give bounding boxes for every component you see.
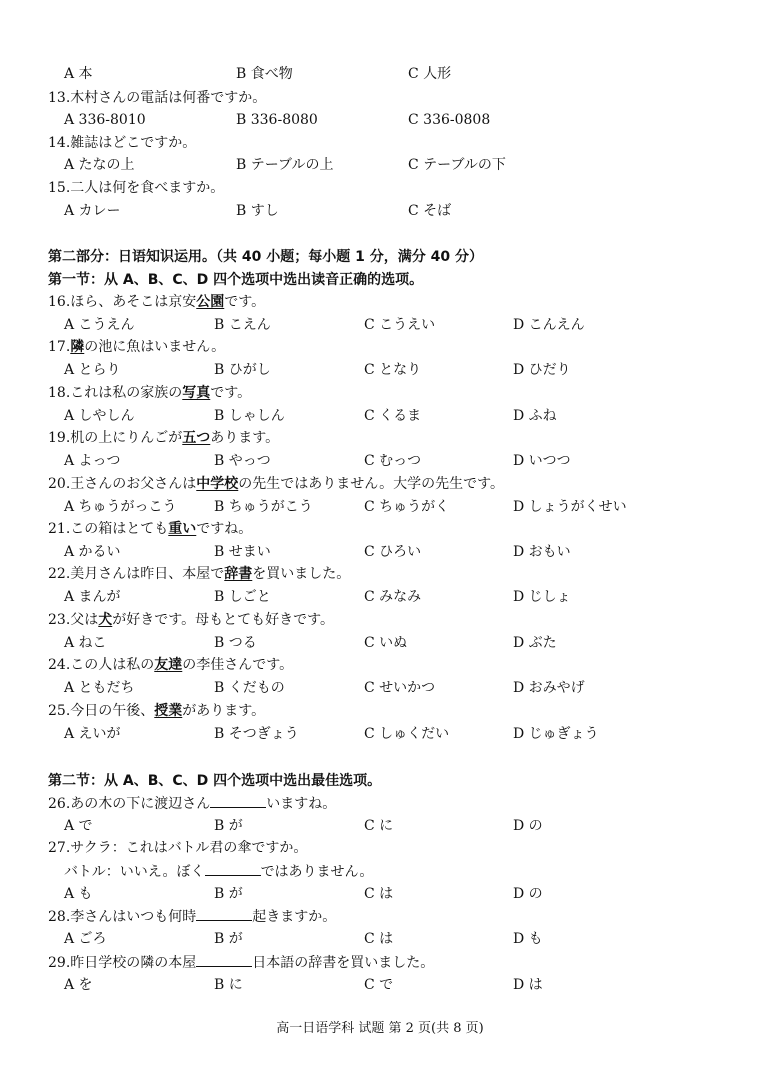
option-d: D の — [513, 818, 543, 834]
option-b: B が — [214, 818, 243, 834]
option-b: B テーブルの上 — [236, 157, 334, 173]
option-a: A カレー — [64, 203, 121, 219]
question-text-pre: 28.李さんはいつも何時 — [48, 909, 197, 925]
question-text-pre: 21.この箱はとても — [48, 521, 169, 537]
part2-heading: 第二部分：日语知识运用。（共 40 小题；每小题 1 分，满分 40 分） — [48, 249, 483, 265]
target-word: 公園 — [196, 294, 225, 310]
q28-options — [0, 929, 760, 949]
option-a: A たなの上 — [64, 157, 135, 173]
question-20 — [48, 474, 760, 494]
option-d: D いつつ — [513, 453, 571, 469]
question-text-pre: 17. — [48, 339, 71, 355]
option-a: A こうえん — [64, 317, 135, 333]
option-c: C みなみ — [364, 589, 422, 605]
question-24 — [48, 655, 760, 675]
option-b: B が — [214, 931, 243, 947]
q16-options — [0, 315, 760, 335]
q17-options — [0, 360, 760, 380]
question-text-post: です。 — [210, 385, 252, 401]
q29-options — [0, 975, 760, 995]
option-b: B つる — [214, 635, 257, 651]
option-a: A えいが — [64, 726, 121, 742]
option-c: C しゅくだい — [364, 726, 450, 742]
q25-options — [0, 724, 760, 744]
option-c: C 336-0808 — [408, 112, 491, 128]
option-b: B しゃしん — [214, 408, 285, 424]
answer-blank — [210, 793, 266, 808]
question-16 — [48, 292, 760, 312]
option-a: A ねこ — [64, 635, 107, 651]
q26-options — [0, 816, 760, 836]
question-text-pre: 25.今日の午後、 — [48, 703, 155, 719]
answer-blank — [196, 906, 252, 921]
question-text-pre: 20.王さんのお父さんは — [48, 476, 197, 492]
question-text-pre: 23.父は — [48, 612, 99, 628]
option-a: A よっつ — [64, 453, 121, 469]
option-b: B くだもの — [214, 680, 285, 696]
question-19 — [48, 428, 760, 448]
section2-heading: 第二节：从 A、B、C、D 四个选项中选出最佳选项。 — [48, 773, 382, 789]
question-26 — [48, 793, 760, 813]
q23-options — [0, 633, 760, 653]
target-word: 写真 — [182, 385, 211, 401]
target-word: 授業 — [154, 703, 183, 719]
option-c: C せいかつ — [364, 680, 436, 696]
question-13: 13.木村さんの電話は何番ですか。 — [48, 90, 267, 106]
question-text-post: があります。 — [182, 703, 266, 719]
q24-options — [0, 678, 760, 698]
question-text-pre: 22.美月さんは昨日、本屋で — [48, 566, 225, 582]
q15-options — [0, 201, 760, 221]
question-text-post: の先生ではありません。大学の先生です。 — [238, 476, 504, 492]
question-27-line1: 27.サクラ：これはバトル君の傘ですか。 — [48, 840, 308, 856]
option-b: B すし — [236, 203, 279, 219]
option-d: D こんえん — [513, 317, 585, 333]
option-c: C くるま — [364, 408, 422, 424]
question-text-pre: バトル：いいえ。ぼく — [64, 864, 205, 880]
option-d: D おみやげ — [513, 680, 585, 696]
question-text-post: あります。 — [210, 430, 280, 446]
option-d: D ふね — [513, 408, 557, 424]
target-word: 重い — [168, 521, 197, 537]
option-c: C で — [364, 977, 394, 993]
option-a: A まんが — [64, 589, 121, 605]
answer-blank — [205, 861, 261, 876]
option-a: A ごろ — [64, 931, 107, 947]
section1-heading: 第一节：从 A、B、C、D 四个选项中选出读音正确的选项。 — [48, 272, 424, 288]
option-a: A も — [64, 886, 93, 902]
option-c: C は — [364, 931, 394, 947]
option-b: B ちゅうがこう — [214, 499, 313, 515]
option-d: D ぶた — [513, 635, 557, 651]
option-d: D も — [513, 931, 543, 947]
option-a: A で — [64, 818, 93, 834]
option-c: C こうえい — [364, 317, 436, 333]
option-b: B そつぎょう — [214, 726, 299, 742]
option-b: B 食べ物 — [236, 66, 293, 82]
target-word: 犬 — [98, 612, 113, 628]
question-27-line2 — [64, 861, 760, 881]
option-d: D じゅぎょう — [513, 726, 599, 742]
option-a: A とらり — [64, 362, 121, 378]
option-b: B こえん — [214, 317, 271, 333]
q13-options — [0, 110, 760, 130]
option-a: A かるい — [64, 544, 121, 560]
answer-blank — [196, 952, 252, 967]
option-a: A 336-8010 — [64, 112, 146, 128]
option-b: B ひがし — [214, 362, 271, 378]
option-d: D ひだり — [513, 362, 571, 378]
option-a: A しやしん — [64, 408, 135, 424]
question-text-post: です。 — [224, 294, 266, 310]
question-14: 14.雑誌はどこですか。 — [48, 135, 197, 151]
option-c: C ひろい — [364, 544, 422, 560]
option-d: D じしょ — [513, 589, 571, 605]
option-a: A ともだち — [64, 680, 135, 696]
question-text-pre: 29.昨日学校の隣の本屋 — [48, 955, 197, 971]
option-b: B せまい — [214, 544, 271, 560]
option-c: C ちゅうがく — [364, 499, 450, 515]
option-d: D しょうがくせい — [513, 499, 627, 515]
target-word: 友達 — [154, 657, 183, 673]
option-c: C は — [364, 886, 394, 902]
question-23 — [48, 610, 760, 630]
option-c: C むっつ — [364, 453, 422, 469]
question-17 — [48, 337, 760, 357]
option-d: D おもい — [513, 544, 571, 560]
option-b: B やっつ — [214, 453, 271, 469]
option-a: A ちゅうがっこう — [64, 499, 177, 515]
q27-options — [0, 884, 760, 904]
question-25 — [48, 701, 760, 721]
question-text-pre: 26.あの木の下に渡辺さん — [48, 796, 211, 812]
question-text-post: ですね。 — [196, 521, 253, 537]
option-d: D の — [513, 886, 543, 902]
question-text-post: が好きです。母もとても好きです。 — [112, 612, 335, 628]
option-c: C 人形 — [408, 66, 452, 82]
question-15: 15.二人は何を食べますか。 — [48, 180, 225, 196]
question-text-post: ではありません。 — [260, 864, 374, 880]
option-c: C いぬ — [364, 635, 408, 651]
q21-options — [0, 542, 760, 562]
q22-options — [0, 587, 760, 607]
option-b: B しごと — [214, 589, 271, 605]
target-word: 辞書 — [224, 566, 253, 582]
option-a: A 本 — [64, 66, 93, 82]
option-c: C となり — [364, 362, 422, 378]
question-21 — [48, 519, 760, 539]
option-a: A を — [64, 977, 93, 993]
q12-options — [0, 64, 760, 84]
question-18 — [48, 383, 760, 403]
target-word: 隣 — [70, 339, 85, 355]
option-b: B が — [214, 886, 243, 902]
q19-options — [0, 451, 760, 471]
option-b: B 336-8080 — [236, 112, 318, 128]
option-c: C そば — [408, 203, 452, 219]
question-text-pre: 16.ほら、あそこは京安 — [48, 294, 197, 310]
question-text-post: いますね。 — [266, 796, 337, 812]
question-text-pre: 19.机の上にりんごが — [48, 430, 183, 446]
target-word: 中学校 — [196, 476, 239, 492]
question-29 — [48, 952, 760, 972]
q18-options — [0, 406, 760, 426]
option-c: C テーブルの下 — [408, 157, 506, 173]
question-text-post: の池に魚はいません。 — [84, 339, 226, 355]
question-text-post: の李佳さんです。 — [182, 657, 294, 673]
question-text-post: 日本語の辞書を買いました。 — [252, 955, 435, 971]
q20-options — [0, 497, 760, 517]
question-28 — [48, 906, 760, 926]
page-footer: 高一日语学科 试题 第 2 页(共 8 页) — [276, 1021, 484, 1036]
option-d: D は — [513, 977, 543, 993]
question-text-post: 起きますか。 — [252, 909, 337, 925]
question-text-pre: 24.この人は私の — [48, 657, 155, 673]
question-text-post: を買いました。 — [252, 566, 351, 582]
question-22 — [48, 564, 760, 584]
question-text-pre: 18.これは私の家族の — [48, 385, 183, 401]
q14-options — [0, 155, 760, 175]
target-word: 五つ — [182, 430, 211, 446]
option-b: B に — [214, 977, 243, 993]
option-c: C に — [364, 818, 394, 834]
